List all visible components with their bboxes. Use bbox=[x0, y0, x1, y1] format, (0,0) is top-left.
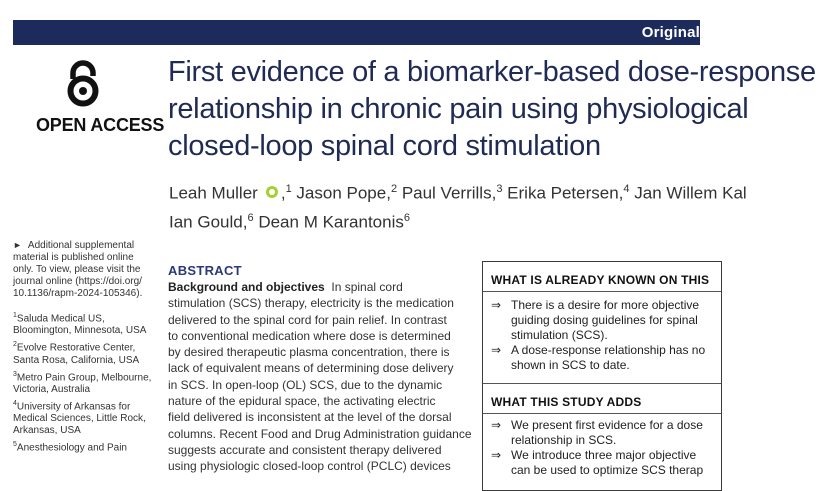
author-affiliation-number: 1 bbox=[285, 183, 292, 195]
title-line: relationship in chronic pain using physiological bbox=[168, 93, 749, 125]
affiliation-text: Metro Pain Group, Melbourne, bbox=[16, 371, 152, 383]
list-item bbox=[483, 448, 721, 478]
abstract-line: to conventional medication where dose is determined bbox=[168, 328, 451, 343]
affiliation-text: Saluda Medical US, bbox=[16, 313, 105, 325]
orcid-icon[interactable] bbox=[266, 186, 278, 198]
abstract-subheading: Background and objectives bbox=[168, 280, 325, 294]
affiliation-number: 2 bbox=[13, 341, 17, 349]
affiliation-text: Arkansas, USA bbox=[13, 425, 81, 437]
list-item-text: There is a desire for more objective bbox=[511, 298, 700, 312]
supplemental-text: only. To view, please visit the bbox=[13, 264, 141, 275]
author-name[interactable]: Erika Petersen bbox=[507, 183, 619, 203]
author-name[interactable]: Ian Gould bbox=[169, 212, 243, 232]
affiliation-text: Santa Rosa, California, USA bbox=[13, 354, 140, 366]
author-name[interactable]: Leah Muller bbox=[169, 183, 258, 203]
abstract-heading: ABSTRACT bbox=[168, 263, 242, 278]
list-item-text: relationship in SCS. bbox=[511, 433, 617, 447]
open-access-icon bbox=[62, 60, 104, 106]
affiliation-text: Medical Sciences, Little Rock, bbox=[13, 413, 146, 425]
abstract-line: lack of equivalent means of determining dose delivery bbox=[168, 361, 454, 376]
abstract-section bbox=[168, 263, 472, 475]
list-item-text: A dose-response relationship has no bbox=[511, 343, 706, 357]
affiliation-number: 5 bbox=[13, 441, 17, 449]
key-messages-box bbox=[482, 261, 722, 491]
known-heading: WHAT IS ALREADY KNOWN ON THIS bbox=[491, 273, 710, 287]
article-title bbox=[168, 54, 816, 165]
affiliation bbox=[13, 439, 155, 454]
list-item-text: stimulation (SCS). bbox=[511, 328, 608, 342]
supplemental-doi-link[interactable]: 10.1136/rapm-2024-105346). bbox=[13, 288, 143, 299]
left-column bbox=[13, 239, 155, 457]
abstract-line: nature of the epidural space, the activating electric bbox=[168, 394, 436, 409]
adds-heading: WHAT THIS STUDY ADDS bbox=[491, 395, 642, 409]
title-line: First evidence of a biomarker-based dose-response bbox=[168, 56, 816, 88]
affiliation-text: University of Arkansas for bbox=[16, 401, 131, 413]
list-item bbox=[483, 418, 721, 448]
triangle-right-icon: ► bbox=[13, 240, 22, 250]
arrow-right-icon: ⇒ bbox=[491, 418, 502, 432]
list-item bbox=[483, 343, 721, 373]
title-line: closed-loop spinal cord stimulation bbox=[168, 130, 601, 162]
supplemental-doi-link[interactable]: journal online (https://doi.org/ bbox=[13, 276, 142, 287]
affiliation-text: Evolve Restorative Center, bbox=[16, 342, 136, 354]
author-affiliation-number: 6 bbox=[247, 211, 254, 224]
affiliation bbox=[13, 339, 155, 366]
abstract-line: using physiologic closed-loop control (PCLC) devices bbox=[168, 459, 451, 474]
affiliation bbox=[13, 398, 155, 437]
author-list: Leah Muller ,$^1$ Jason Pope,$^2$ Paul Verrills,$^3$ Erika Petersen,$^4$ Jan Willem Kal Ian Gould,$^6$ Dean M Karantonis$^6$ bbox=[169, 183, 747, 232]
affiliation-number: 4 bbox=[13, 399, 17, 407]
arrow-right-icon: ⇒ bbox=[491, 343, 502, 357]
author-name[interactable]: Dean M Karantonis bbox=[258, 212, 404, 232]
article-type-label: Original bbox=[641, 24, 700, 41]
abstract-text bbox=[168, 279, 472, 475]
list-item-text: We introduce three major objective bbox=[511, 448, 697, 462]
author-name[interactable]: Paul Verrills bbox=[401, 183, 492, 203]
author-name[interactable]: Jan Willem Kal bbox=[634, 183, 747, 203]
author-name[interactable]: Jason Pope bbox=[296, 183, 387, 203]
list-item-text: shown in SCS to date. bbox=[511, 358, 630, 372]
supplemental-note bbox=[13, 239, 155, 300]
abstract-line: suggests accurate and consistent therapy delivered bbox=[168, 442, 442, 457]
author-affiliation-number: 6 bbox=[403, 211, 410, 224]
affiliation-number: 3 bbox=[13, 370, 17, 378]
open-access-label: OPEN ACCESS bbox=[36, 115, 165, 135]
abstract-line: columns. Recent Food and Drug Administration guidance bbox=[168, 426, 472, 441]
abstract-line: by desired therapeutic plasma concentration, there is bbox=[168, 345, 450, 360]
author-affiliation-number: 2 bbox=[390, 183, 398, 195]
affiliation bbox=[13, 369, 155, 396]
arrow-right-icon: ⇒ bbox=[491, 298, 502, 312]
abstract-line: In spinal cord bbox=[331, 280, 403, 294]
arrow-right-icon: ⇒ bbox=[491, 448, 502, 462]
affiliation bbox=[13, 310, 155, 337]
supplemental-text: material is published online bbox=[13, 252, 134, 263]
abstract-line: in SCS. In open-loop (OL) SCS, due to the dynamic bbox=[168, 377, 443, 392]
list-item-text: guiding dosing guidelines for spinal bbox=[511, 313, 698, 327]
affiliation-text: Anesthesiology and Pain bbox=[16, 442, 127, 454]
list-item bbox=[483, 298, 721, 343]
affiliation-number: 1 bbox=[13, 312, 17, 319]
article-type-band bbox=[13, 20, 700, 45]
abstract-line: delivered to the spinal cord for pain relief. In contrast bbox=[168, 312, 447, 327]
abstract-line: stimulation (SCS) therapy, electricity is the medication bbox=[168, 296, 454, 311]
abstract-line: field delivered is inconsistent at the level of the dorsal bbox=[168, 410, 452, 425]
author-affiliation-number: 3 bbox=[496, 183, 503, 195]
affiliation-text: Bloomington, Minnesota, USA bbox=[13, 325, 147, 337]
list-item-text: We present first evidence for a dose bbox=[511, 418, 703, 432]
affiliation-text: Victoria, Australia bbox=[13, 383, 91, 395]
supplemental-text: Additional supplemental bbox=[27, 240, 135, 251]
list-item-text: can be used to optimize SCS therap bbox=[511, 463, 704, 477]
author-affiliation-number: 4 bbox=[623, 183, 630, 195]
